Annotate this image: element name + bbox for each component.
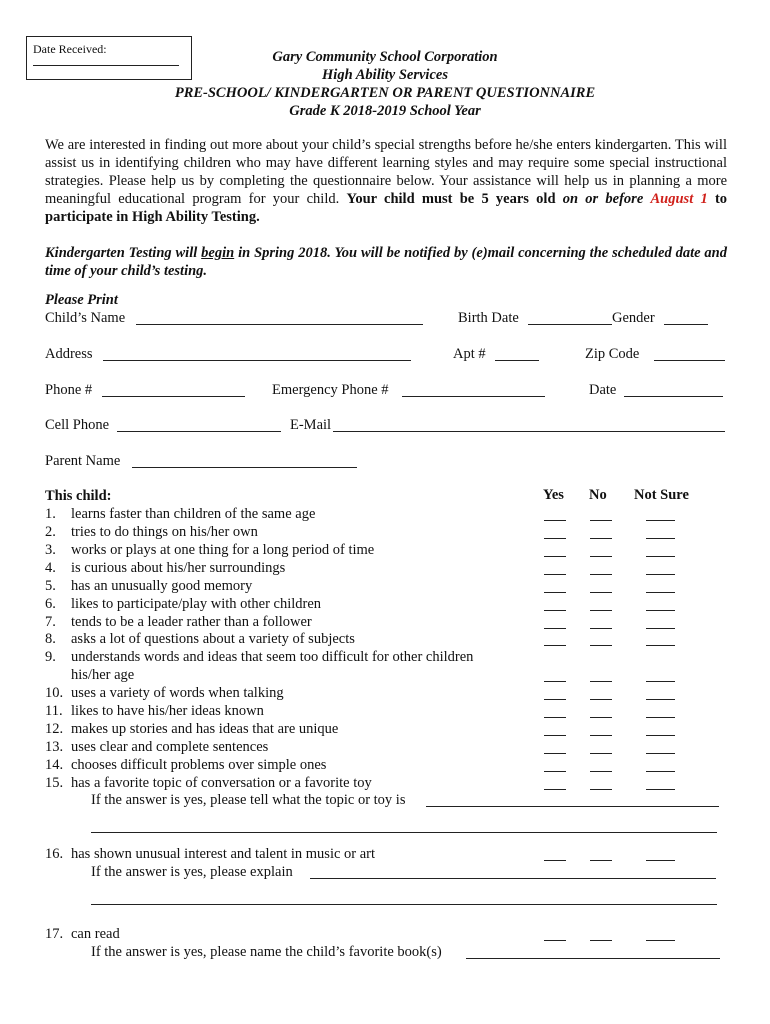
- answer-not-sure[interactable]: [646, 591, 675, 593]
- phone-label: Phone #: [45, 382, 93, 398]
- date-received-label: Date Received:: [33, 42, 107, 56]
- childs-name-field[interactable]: [136, 323, 423, 325]
- answer-yes[interactable]: [544, 698, 566, 700]
- question-text: likes to participate/play with other children: [71, 596, 322, 612]
- question-number: 6.: [45, 596, 56, 612]
- question-text: is curious about his/her surroundings: [71, 560, 286, 576]
- question-number: 15.: [45, 775, 64, 791]
- answer-yes[interactable]: [544, 555, 566, 557]
- question-text: tries to do things on his/her own: [71, 524, 258, 540]
- childs-name-label: Child’s Name: [45, 310, 126, 326]
- notice-part1: Kindergarten Testing will: [45, 245, 198, 261]
- followup-17-field[interactable]: [466, 957, 720, 959]
- answer-yes[interactable]: [544, 519, 566, 521]
- birth-date-field[interactable]: [528, 323, 612, 325]
- notice-part2: in Spring 2018. You will be notified by (e)mail concerning the scheduled date and time of your child’s testing.: [45, 245, 728, 279]
- intro-on-or-before: on or before: [562, 191, 644, 207]
- form-title: PRE-SCHOOL/ KINDERGARTEN OR PARENT QUESTIONNAIRE: [174, 85, 596, 101]
- question-text: works or plays at one thing for a long period of time: [71, 542, 375, 558]
- question-text: can read: [71, 926, 120, 942]
- followup-16-field-line2[interactable]: [91, 903, 717, 905]
- email-field[interactable]: [333, 430, 725, 432]
- question-number: 5.: [45, 578, 56, 594]
- question-text-continued: his/her age: [71, 667, 135, 683]
- col-yes: Yes: [543, 487, 564, 503]
- answer-not-sure[interactable]: [646, 609, 675, 611]
- question-text: tends to be a leader rather than a follower: [71, 614, 312, 630]
- answer-yes[interactable]: [544, 591, 566, 593]
- answer-not-sure[interactable]: [646, 644, 675, 646]
- answer-yes[interactable]: [544, 752, 566, 754]
- answer-not-sure[interactable]: [646, 734, 675, 736]
- cell-phone-field[interactable]: [117, 430, 281, 432]
- answer-no[interactable]: [590, 537, 612, 539]
- answer-yes[interactable]: [544, 716, 566, 718]
- col-not-sure: Not Sure: [634, 487, 689, 503]
- question-number: 13.: [45, 739, 64, 755]
- answer-yes[interactable]: [544, 680, 566, 682]
- apt-field[interactable]: [495, 359, 539, 361]
- answer-not-sure[interactable]: [646, 537, 675, 539]
- gender-label: Gender: [612, 310, 655, 326]
- question-number: 10.: [45, 685, 64, 701]
- school-name: Gary Community School Corporation: [272, 49, 498, 65]
- answer-yes[interactable]: [544, 939, 566, 941]
- intro-cutoff-date: August 1: [650, 191, 708, 207]
- answer-yes[interactable]: [544, 573, 566, 575]
- emergency-phone-label: Emergency Phone #: [272, 382, 389, 398]
- intro-text: We are interested in finding out more about your child’s special strengths before he/she enters kindergarten. This will assist us in identifying children who may have different learning styles and may require some special instructional strategies. Please help us by completing the questionnaire below. Your assistance will help us in planning a more meaningful educational program for your child.: [45, 137, 727, 207]
- answer-yes[interactable]: [544, 537, 566, 539]
- answer-yes[interactable]: [544, 859, 566, 861]
- cell-phone-label: Cell Phone: [45, 417, 110, 433]
- question-text: learns faster than children of the same age: [71, 506, 316, 522]
- followup-15-label: If the answer is yes, please tell what the topic or toy is: [91, 792, 406, 808]
- question-number: 17.: [45, 926, 64, 942]
- answer-not-sure[interactable]: [646, 573, 675, 575]
- question-number: 8.: [45, 631, 56, 647]
- answer-no[interactable]: [590, 644, 612, 646]
- answer-no[interactable]: [590, 627, 612, 629]
- intro-paragraph: [45, 136, 727, 226]
- answer-not-sure[interactable]: [646, 627, 675, 629]
- notice-begin: begin: [201, 245, 235, 261]
- col-no: No: [589, 487, 607, 503]
- question-text: uses a variety of words when talking: [71, 685, 284, 701]
- answer-no[interactable]: [590, 788, 612, 790]
- intro-age-requirement: Your child must be 5 years old: [346, 191, 556, 207]
- zip-label: Zip Code: [585, 346, 640, 362]
- question-number: 14.: [45, 757, 64, 773]
- department-name: High Ability Services: [322, 67, 448, 83]
- gender-field[interactable]: [664, 323, 708, 325]
- answer-not-sure[interactable]: [646, 698, 675, 700]
- apt-label: Apt #: [453, 346, 486, 362]
- zip-field[interactable]: [654, 359, 725, 361]
- question-text: has shown unusual interest and talent in music or art: [71, 846, 376, 862]
- school-year: Grade K 2018-2019 School Year: [289, 103, 481, 119]
- question-number: 12.: [45, 721, 64, 737]
- answer-not-sure[interactable]: [646, 770, 675, 772]
- answer-no[interactable]: [590, 591, 612, 593]
- followup-17-label: If the answer is yes, please name the child’s favorite book(s): [91, 944, 442, 960]
- answer-no[interactable]: [590, 716, 612, 718]
- answer-not-sure[interactable]: [646, 939, 675, 941]
- followup-15-field[interactable]: [426, 805, 719, 807]
- answer-yes[interactable]: [544, 788, 566, 790]
- questions-heading: This child:: [45, 488, 112, 504]
- answer-no[interactable]: [590, 555, 612, 557]
- answer-not-sure[interactable]: [646, 680, 675, 682]
- question-number: 4.: [45, 560, 56, 576]
- answer-not-sure[interactable]: [646, 859, 675, 861]
- question-text: uses clear and complete sentences: [71, 739, 269, 755]
- question-number: 1.: [45, 506, 56, 522]
- question-text: chooses difficult problems over simple ones: [71, 757, 327, 773]
- question-text: likes to have his/her ideas known: [71, 703, 264, 719]
- answer-no[interactable]: [590, 698, 612, 700]
- question-number: 11.: [45, 703, 63, 719]
- question-number: 16.: [45, 846, 64, 862]
- question-number: 2.: [45, 524, 56, 540]
- question-text: understands words and ideas that seem too difficult for other children: [71, 649, 474, 665]
- address-label: Address: [45, 346, 93, 362]
- answer-not-sure[interactable]: [646, 555, 675, 557]
- intro-testing-note: to participate in High Ability Testing.: [45, 191, 728, 225]
- address-field[interactable]: [103, 359, 411, 361]
- date-field[interactable]: [624, 395, 723, 397]
- answer-yes[interactable]: [544, 734, 566, 736]
- email-label: E-Mail: [290, 417, 332, 433]
- answer-no[interactable]: [590, 680, 612, 682]
- testing-notice: [45, 244, 727, 280]
- date-label: Date: [589, 382, 617, 398]
- answer-no[interactable]: [590, 939, 612, 941]
- question-text: makes up stories and has ideas that are unique: [71, 721, 339, 737]
- answer-yes[interactable]: [544, 770, 566, 772]
- birth-date-label: Birth Date: [458, 310, 519, 326]
- question-number: 9.: [45, 649, 56, 665]
- question-number: 7.: [45, 614, 56, 630]
- question-text: has an unusually good memory: [71, 578, 253, 594]
- answer-no[interactable]: [590, 734, 612, 736]
- answer-no[interactable]: [590, 859, 612, 861]
- question-number: 3.: [45, 542, 56, 558]
- parent-name-field[interactable]: [132, 466, 357, 468]
- answer-no[interactable]: [590, 752, 612, 754]
- answer-no[interactable]: [590, 609, 612, 611]
- question-text: asks a lot of questions about a variety of subjects: [71, 631, 355, 647]
- answer-not-sure[interactable]: [646, 716, 675, 718]
- parent-name-label: Parent Name: [45, 453, 121, 469]
- please-print: Please Print: [45, 292, 118, 308]
- answer-yes[interactable]: [544, 609, 566, 611]
- answer-no[interactable]: [590, 573, 612, 575]
- answer-yes[interactable]: [544, 627, 566, 629]
- answer-not-sure[interactable]: [646, 519, 675, 521]
- followup-16-label: If the answer is yes, please explain: [91, 864, 293, 880]
- answer-not-sure[interactable]: [646, 788, 675, 790]
- followup-15-field-line2[interactable]: [91, 831, 717, 833]
- phone-field[interactable]: [102, 395, 245, 397]
- answer-yes[interactable]: [544, 644, 566, 646]
- answer-not-sure[interactable]: [646, 752, 675, 754]
- answer-no[interactable]: [590, 770, 612, 772]
- emergency-phone-field[interactable]: [402, 395, 545, 397]
- question-text: has a favorite topic of conversation or a favorite toy: [71, 775, 372, 791]
- followup-16-field[interactable]: [310, 877, 716, 879]
- answer-no[interactable]: [590, 519, 612, 521]
